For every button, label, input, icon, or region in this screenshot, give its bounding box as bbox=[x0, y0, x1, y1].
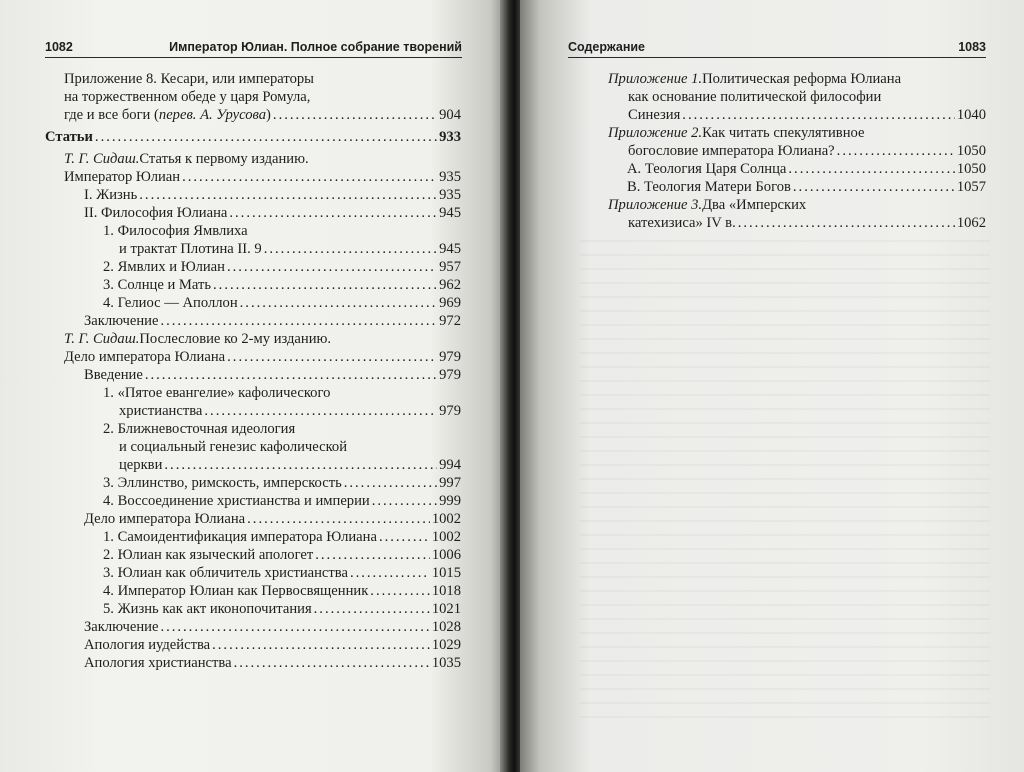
toc-text: Введение bbox=[84, 367, 143, 383]
toc-text: Заключение bbox=[84, 619, 159, 635]
toc-text: Император Юлиан bbox=[64, 169, 181, 185]
toc-author: Т. Г. Сидаш. bbox=[64, 331, 140, 347]
toc-page-number: 1029 bbox=[431, 637, 461, 653]
toc-leader-dots bbox=[164, 456, 437, 474]
toc-text: Два «Имперских bbox=[702, 197, 807, 213]
toc-page-number: 969 bbox=[439, 295, 461, 311]
toc-text: Дело императора Юлиана bbox=[64, 349, 226, 365]
toc-page-number: 1040 bbox=[956, 107, 986, 123]
toc-line bbox=[608, 160, 986, 178]
toc-line bbox=[608, 124, 986, 142]
toc-entry bbox=[45, 564, 461, 582]
toc-line bbox=[45, 294, 461, 312]
toc-page-number: 935 bbox=[439, 187, 461, 203]
toc-leader-dots bbox=[793, 178, 955, 196]
toc-leader-dots bbox=[160, 312, 437, 330]
toc-line bbox=[608, 178, 986, 196]
toc-line bbox=[45, 384, 461, 402]
toc-leader-dots bbox=[95, 128, 437, 146]
toc-leader-dots bbox=[247, 510, 430, 528]
toc-text: 4. Гелиос — Аполлон bbox=[103, 295, 238, 311]
toc-page-number: 1002 bbox=[431, 511, 461, 527]
toc-leader-dots bbox=[227, 348, 437, 366]
toc-page-number: 1015 bbox=[431, 565, 461, 581]
toc-page-number: 1050 bbox=[956, 143, 986, 159]
toc-text: Статья к первому изданию. bbox=[139, 151, 309, 167]
toc-line bbox=[45, 564, 461, 582]
toc-line bbox=[45, 186, 461, 204]
toc-entry bbox=[45, 366, 461, 384]
toc-line bbox=[45, 222, 461, 240]
toc-entry bbox=[45, 654, 461, 672]
toc-line bbox=[45, 70, 461, 88]
toc-leader-dots bbox=[160, 618, 429, 636]
toc-leader-dots bbox=[344, 474, 437, 492]
right-page bbox=[520, 0, 1024, 772]
toc-entry bbox=[608, 70, 986, 124]
toc-leader-dots bbox=[264, 240, 437, 258]
toc-line bbox=[45, 106, 461, 124]
toc-line bbox=[45, 582, 461, 600]
right-page-number: 1083 bbox=[958, 40, 986, 54]
toc-text: 2. Ближневосточная идеология bbox=[103, 421, 296, 437]
toc-translator: перев. А. Урусова bbox=[158, 107, 267, 123]
toc-italic-label: Приложение 2. bbox=[608, 125, 703, 141]
toc-leader-dots bbox=[139, 186, 437, 204]
toc-entry bbox=[45, 492, 461, 510]
toc-text: Послесловие ко 2-му изданию. bbox=[139, 331, 332, 347]
left-page bbox=[0, 0, 506, 772]
toc-entry bbox=[45, 582, 461, 600]
toc-text: 4. Воссоединение христианства и империи bbox=[103, 493, 370, 509]
toc-text: на торжественном обеде у царя Ромула, bbox=[64, 89, 311, 105]
toc-text: 3. Эллинство, римскость, имперскость bbox=[103, 475, 342, 491]
toc-page-number: 945 bbox=[439, 241, 461, 257]
toc-line bbox=[45, 510, 461, 528]
toc-page-number: 997 bbox=[439, 475, 461, 491]
toc-text: Заключение bbox=[84, 313, 159, 329]
toc-line bbox=[45, 312, 461, 330]
toc-line bbox=[608, 214, 986, 232]
left-running-title: Император Юлиан. Полное собрание творений bbox=[169, 40, 462, 54]
toc-line bbox=[608, 196, 986, 214]
toc-entry bbox=[45, 70, 461, 124]
toc-text: церкви bbox=[119, 457, 163, 473]
toc-entry bbox=[45, 222, 461, 258]
toc-text: I. Жизнь bbox=[84, 187, 138, 203]
toc-entry bbox=[45, 618, 461, 636]
toc-leader-dots bbox=[738, 214, 955, 232]
toc-leader-dots bbox=[682, 106, 955, 124]
toc-text: и социальный генезис кафолической bbox=[119, 439, 348, 455]
toc-entry bbox=[45, 168, 461, 186]
toc-page-number: 979 bbox=[439, 349, 461, 365]
toc-line bbox=[45, 330, 461, 348]
toc-text: катехизиса» IV в. bbox=[628, 215, 736, 231]
toc-text: и трактат Плотина II. 9 bbox=[119, 241, 262, 257]
toc-text: 1. Самоидентификация императора Юлиана bbox=[103, 529, 377, 545]
toc-line bbox=[45, 438, 461, 456]
toc-entry bbox=[45, 204, 461, 222]
left-table-of-contents bbox=[45, 70, 461, 672]
toc-text: 1. Философия Ямвлиха bbox=[103, 223, 248, 239]
toc-text: 3. Солнце и Мать bbox=[103, 277, 212, 293]
toc-text: 4. Император Юлиан как Первосвященник bbox=[103, 583, 369, 599]
toc-text: Политическая реформа Юлиана bbox=[702, 71, 902, 87]
toc-line bbox=[608, 142, 986, 160]
toc-text: 1. «Пятое евангелие» кафолического bbox=[103, 385, 331, 401]
toc-text: А. Теология Царя Солнца bbox=[627, 161, 787, 177]
toc-line bbox=[45, 420, 461, 438]
toc-text: 2. Юлиан как языческий апологет bbox=[103, 547, 314, 563]
toc-text: христианства bbox=[119, 403, 203, 419]
toc-leader-dots bbox=[370, 582, 430, 600]
toc-leader-dots bbox=[273, 106, 437, 124]
toc-page-number: 1028 bbox=[431, 619, 461, 635]
toc-author: Т. Г. Сидаш. bbox=[64, 151, 140, 167]
toc-page-number: 1021 bbox=[431, 601, 461, 617]
toc-text: ) bbox=[266, 107, 271, 123]
toc-text: Статьи bbox=[45, 129, 93, 145]
right-page-header bbox=[568, 36, 986, 58]
show-through-background bbox=[580, 240, 990, 720]
toc-entry bbox=[608, 178, 986, 196]
toc-leader-dots bbox=[212, 636, 430, 654]
toc-text: 2. Ямвлих и Юлиан bbox=[103, 259, 225, 275]
toc-page-number: 935 bbox=[439, 169, 461, 185]
toc-leader-dots bbox=[145, 366, 437, 384]
toc-page-number: 1018 bbox=[431, 583, 461, 599]
toc-page-number: 962 bbox=[439, 277, 461, 293]
toc-text: Апология иудейства bbox=[84, 637, 211, 653]
right-running-title: Содержание bbox=[568, 40, 646, 54]
toc-line bbox=[45, 618, 461, 636]
toc-page-number: 945 bbox=[439, 205, 461, 221]
toc-entry bbox=[45, 128, 461, 146]
toc-text: II. Философия Юлиана bbox=[84, 205, 228, 221]
toc-leader-dots bbox=[350, 564, 430, 582]
toc-leader-dots bbox=[204, 402, 437, 420]
toc-page-number: 994 bbox=[439, 457, 461, 473]
toc-line bbox=[45, 456, 461, 474]
toc-entry bbox=[608, 124, 986, 160]
toc-page-number: 1050 bbox=[956, 161, 986, 177]
toc-text: Апология христианства bbox=[84, 655, 232, 671]
toc-line bbox=[45, 654, 461, 672]
toc-text: как основание политической философии bbox=[628, 89, 882, 105]
toc-leader-dots bbox=[227, 258, 437, 276]
toc-entry bbox=[45, 474, 461, 492]
toc-leader-dots bbox=[315, 546, 430, 564]
toc-line bbox=[45, 636, 461, 654]
toc-leader-dots bbox=[837, 142, 955, 160]
toc-line bbox=[608, 88, 986, 106]
toc-leader-dots bbox=[234, 654, 430, 672]
toc-entry bbox=[608, 196, 986, 232]
toc-text: 3. Юлиан как обличитель христианства bbox=[103, 565, 348, 581]
toc-line bbox=[45, 204, 461, 222]
toc-text: Дело императора Юлиана bbox=[84, 511, 246, 527]
toc-entry bbox=[45, 348, 461, 366]
toc-line bbox=[45, 348, 461, 366]
toc-page-number: 972 bbox=[439, 313, 461, 329]
toc-leader-dots bbox=[240, 294, 437, 312]
toc-leader-dots bbox=[372, 492, 437, 510]
left-page-header bbox=[45, 36, 462, 58]
toc-line bbox=[45, 276, 461, 294]
toc-entry bbox=[45, 330, 461, 348]
toc-text: Синезия bbox=[628, 107, 681, 123]
toc-text: богословие императора Юлиана? bbox=[628, 143, 835, 159]
toc-entry bbox=[608, 160, 986, 178]
toc-italic-label: Приложение 3. bbox=[608, 197, 703, 213]
right-table-of-contents bbox=[608, 70, 986, 232]
toc-entry bbox=[45, 510, 461, 528]
toc-page-number: 1035 bbox=[431, 655, 461, 671]
toc-entry bbox=[45, 546, 461, 564]
toc-line bbox=[45, 402, 461, 420]
toc-entry bbox=[45, 528, 461, 546]
toc-entry bbox=[45, 276, 461, 294]
toc-line bbox=[45, 128, 461, 146]
toc-line bbox=[608, 70, 986, 88]
toc-leader-dots bbox=[314, 600, 430, 618]
toc-text: Как читать спекулятивное bbox=[702, 125, 865, 141]
toc-page-number: 904 bbox=[439, 107, 461, 123]
toc-entry bbox=[45, 150, 461, 168]
toc-page-number: 999 bbox=[439, 493, 461, 509]
toc-page-number: 1002 bbox=[431, 529, 461, 545]
toc-line bbox=[608, 106, 986, 124]
toc-entry bbox=[45, 600, 461, 618]
left-page-number: 1082 bbox=[45, 40, 73, 54]
toc-entry bbox=[45, 294, 461, 312]
toc-line bbox=[45, 492, 461, 510]
toc-page-number: 1057 bbox=[956, 179, 986, 195]
toc-page-number: 933 bbox=[439, 129, 461, 145]
toc-text: Приложение 8. Кесари, или императоры bbox=[64, 71, 314, 87]
toc-line bbox=[45, 366, 461, 384]
toc-line bbox=[45, 528, 461, 546]
toc-entry bbox=[45, 384, 461, 420]
toc-text: В. Теология Матери Богов bbox=[627, 179, 791, 195]
toc-line bbox=[45, 240, 461, 258]
toc-text: 5. Жизнь как акт иконопочитания bbox=[103, 601, 312, 617]
toc-leader-dots bbox=[379, 528, 430, 546]
toc-page-number: 1006 bbox=[431, 547, 461, 563]
toc-line bbox=[45, 474, 461, 492]
toc-line bbox=[45, 150, 461, 168]
toc-line bbox=[45, 168, 461, 186]
toc-leader-dots bbox=[213, 276, 437, 294]
toc-leader-dots bbox=[229, 204, 437, 222]
toc-line bbox=[45, 258, 461, 276]
toc-entry bbox=[45, 420, 461, 474]
toc-entry bbox=[45, 636, 461, 654]
toc-entry bbox=[45, 258, 461, 276]
toc-leader-dots bbox=[788, 160, 954, 178]
toc-entry bbox=[45, 186, 461, 204]
toc-text: где и все боги ( bbox=[64, 107, 159, 123]
toc-italic-label: Приложение 1. bbox=[608, 71, 703, 87]
toc-line bbox=[45, 546, 461, 564]
toc-page-number: 979 bbox=[439, 403, 461, 419]
toc-page-number: 1062 bbox=[956, 215, 986, 231]
toc-line bbox=[45, 88, 461, 106]
toc-leader-dots bbox=[182, 168, 437, 186]
toc-page-number: 979 bbox=[439, 367, 461, 383]
toc-line bbox=[45, 600, 461, 618]
toc-entry bbox=[45, 312, 461, 330]
toc-page-number: 957 bbox=[439, 259, 461, 275]
